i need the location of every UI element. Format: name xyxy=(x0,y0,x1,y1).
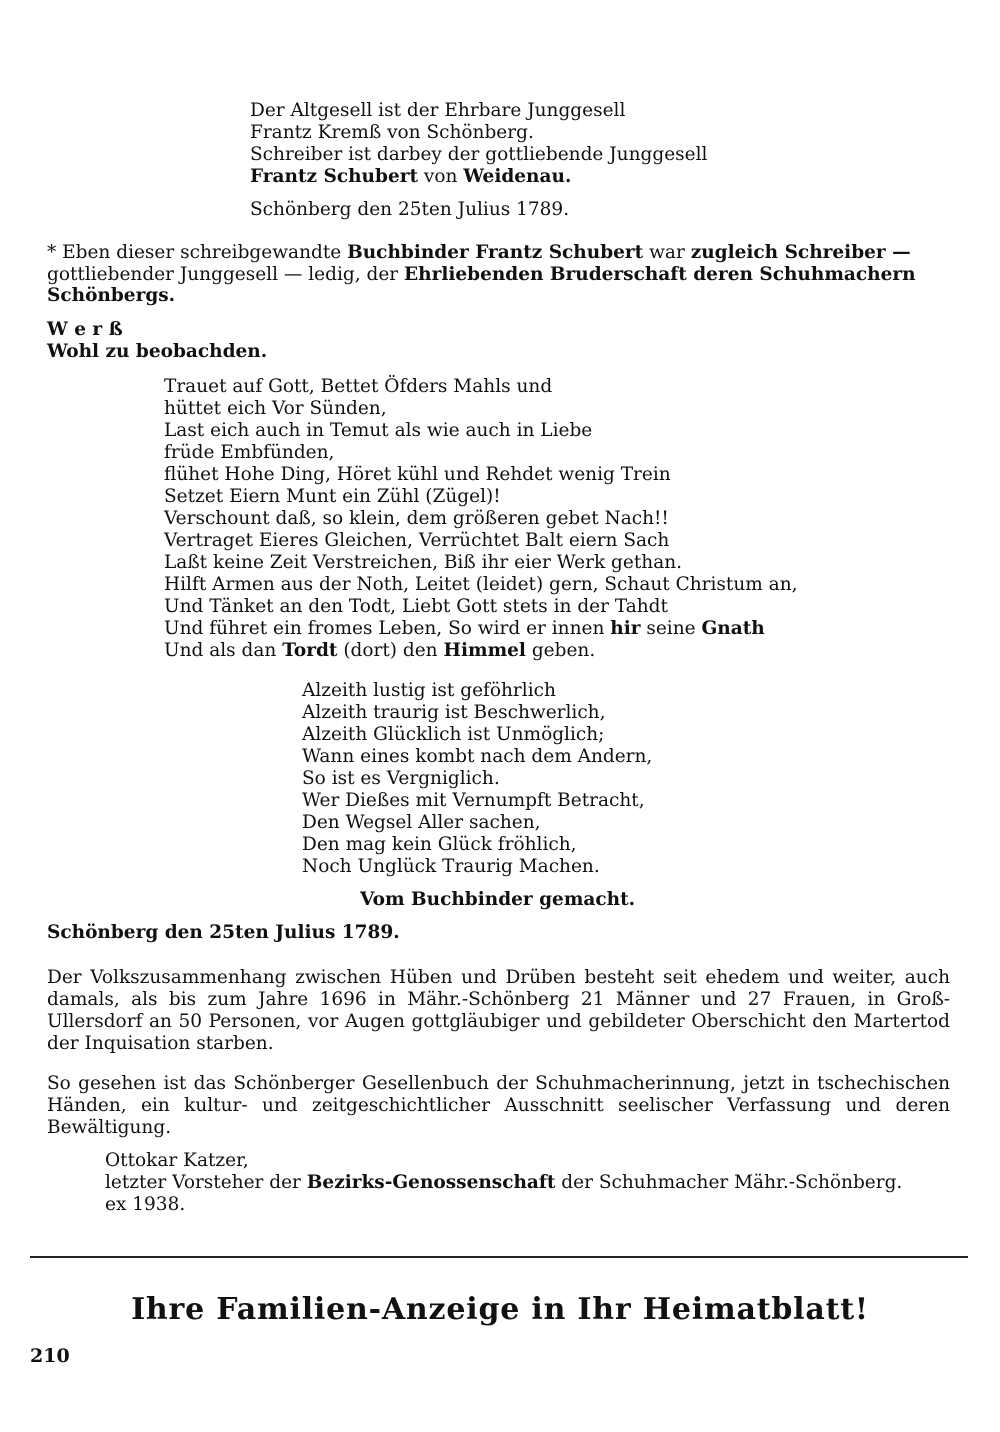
footnote-bold: Ehrliebenden Bruderschaft deren Schuhmachern xyxy=(404,264,916,285)
advert-headline: Ihre Familien-Anzeige in Ihr Heimatblatt! xyxy=(131,1292,869,1327)
poem-signature: Vom Buchbinder gemacht. xyxy=(360,889,636,910)
connector-text: von xyxy=(418,166,464,187)
footnote-text: gottliebender Junggesell — ledig, der xyxy=(47,264,405,285)
paragraph-1: Der Volkszusammenhang zwischen Hüben und Drüben besteht seit ehedem und weiter, auch damals, als bis zum Jahre 1696 in Mähr.-Schönberg 21 Männer und 27 Frauen, in Groß-Ullersdorf an 50 Personen, vor Augen gottgläubiger und gebildeter Oberschicht den Martertod der Inquisation starben. xyxy=(47,967,950,1054)
poem1-line: flühet Hohe Ding, Höret kühl und Rehdet wenig Trein xyxy=(164,464,671,485)
poem1-line: Verschount daß, so klein, dem größeren gebet Nach!! xyxy=(164,508,669,529)
header-line-2: Frantz Kremß von Schönberg. xyxy=(250,122,534,143)
author-role-text: letzter Vorsteher der xyxy=(105,1172,307,1193)
footnote-line-2 xyxy=(47,264,916,286)
footnote-line-3: Schönbergs. xyxy=(47,285,176,306)
poem2-line: Alzeith traurig ist Beschwerlich, xyxy=(302,702,606,723)
poem1-line: Hilft Armen aus der Noth, Leitet (leidet) gern, Schaut Christum an, xyxy=(164,574,798,595)
header-line-3: Schreiber ist darbey der gottliebende Junggesell xyxy=(250,144,708,165)
poem1-line: Laßt keine Zeit Verstreichen, Biß ihr eier Werk gethan. xyxy=(164,552,683,573)
page-number: 210 xyxy=(30,1345,70,1367)
poem1-line: Und Tänket an den Todt, Liebt Gott stets in der Tahdt xyxy=(164,596,668,617)
scribe-name: Frantz Schubert xyxy=(250,166,419,187)
poem-text: seine xyxy=(640,618,702,639)
poem1-line: Vertraget Eieres Gleichen, Verrüchtet Balt eiern Sach xyxy=(164,530,670,551)
author-date: ex 1938. xyxy=(105,1194,186,1215)
poem-text: (dort) den xyxy=(337,640,444,661)
poem-text: geben. xyxy=(525,640,596,661)
footnote-bold: zugleich Schreiber — xyxy=(690,242,911,263)
poem-bold: Gnath xyxy=(701,618,765,639)
author-role xyxy=(105,1172,902,1194)
poem-bold: Himmel xyxy=(443,640,526,661)
author-name: Ottokar Katzer, xyxy=(105,1150,249,1171)
poem-text: Und führet ein fromes Leben, So wird er innen xyxy=(164,618,611,639)
poem2-line: Alzeith lustig ist geföhrlich xyxy=(302,680,556,701)
poem1-line: früde Embfünden, xyxy=(164,442,335,463)
poem-bold: hir xyxy=(610,618,641,639)
poem2-line: So ist es Vergniglich. xyxy=(302,768,500,789)
closing-date: Schönberg den 25ten Julius 1789. xyxy=(47,922,400,943)
poem2-line: Den Wegsel Aller sachen, xyxy=(302,812,541,833)
poem2-line: Wann eines kombt nach dem Andern, xyxy=(302,746,653,767)
section-title: W e r ß xyxy=(47,319,123,340)
poem1-line: Setzet Eiern Munt ein Zühl (Zügel)! xyxy=(164,486,501,507)
poem2-line: Alzeith Glücklich ist Unmöglich; xyxy=(302,724,605,745)
paragraph-2: So gesehen ist das Schönberger Gesellenbuch der Schuhmacherinnung, jetzt in tschechischen Händen, ein kultur- und zeitgeschichtlicher Ausschnitt seelischer Verfassung und deren Bewältigung. xyxy=(47,1073,950,1138)
section-subtitle: Wohl zu beobachden. xyxy=(47,341,268,362)
poem1-line: hüttet eich Vor Sünden, xyxy=(164,398,387,419)
poem1-line xyxy=(164,640,595,662)
author-role-bold: Bezirks-Genossenschaft xyxy=(306,1172,556,1193)
scribe-place: Weidenau. xyxy=(463,166,572,187)
poem1-line xyxy=(164,618,765,640)
author-role-text: der Schuhmacher Mähr.-Schönberg. xyxy=(555,1172,903,1193)
footnote-text: * Eben dieser schreibgewandte xyxy=(47,242,348,263)
footnote-bold: Buchbinder Frantz Schubert xyxy=(347,242,644,263)
header-date: Schönberg den 25ten Julius 1789. xyxy=(250,199,570,220)
poem2-line: Den mag kein Glück fröhlich, xyxy=(302,834,577,855)
footnote-line-1 xyxy=(47,242,911,264)
poem2-line: Wer Dießes mit Vernumpft Betracht, xyxy=(302,790,645,811)
poem-text: Und als dan xyxy=(164,640,283,661)
header-line-4 xyxy=(250,166,571,188)
footnote-text: war xyxy=(643,242,691,263)
poem-bold: Tordt xyxy=(282,640,338,661)
poem2-line: Noch Unglück Traurig Machen. xyxy=(302,856,600,877)
header-line-1: Der Altgesell ist der Ehrbare Junggesell xyxy=(250,100,626,121)
horizontal-rule xyxy=(30,1256,968,1258)
poem1-line: Trauet auf Gott, Bettet Öfders Mahls und xyxy=(164,376,553,397)
poem1-line: Last eich auch in Temut als wie auch in Liebe xyxy=(164,420,593,441)
